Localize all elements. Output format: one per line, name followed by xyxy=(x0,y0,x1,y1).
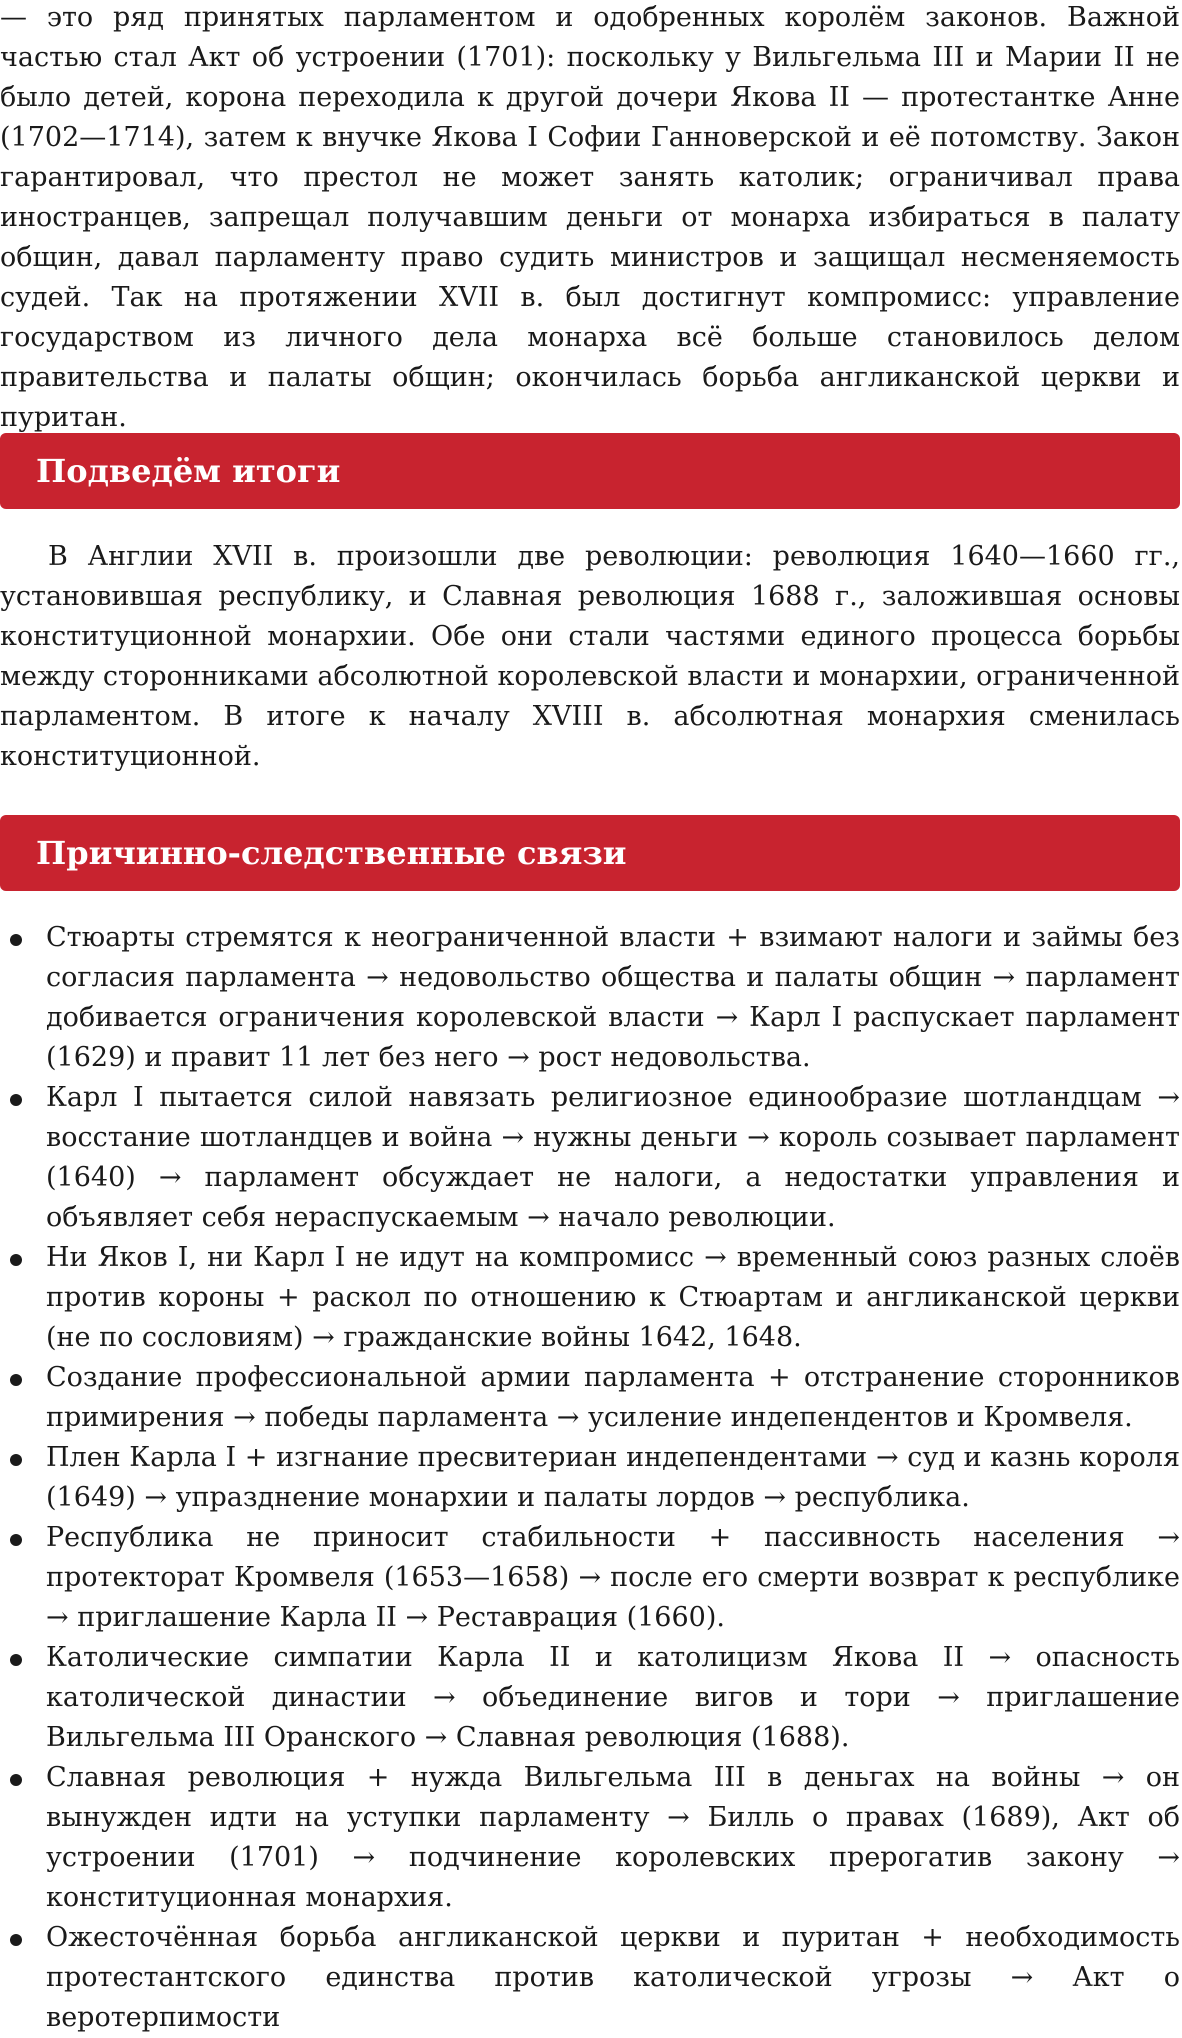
bullet-icon xyxy=(10,1454,22,1466)
list-item xyxy=(0,1518,1180,1638)
causes-list xyxy=(0,918,1180,2038)
list-item xyxy=(0,1078,1180,1238)
bullet-icon xyxy=(10,1254,22,1266)
list-item-text: Ни Яков I, ни Карл I не идут на компромисс → временный союз разных слоёв против короны + раскол по отношению к Стюартам и англиканской церкви (не по сословиям) → гражданские войны 1642, 1648. xyxy=(46,1242,1180,1353)
list-item-text: Славная революция + нужда Вильгельма III в деньгах на войны → он вынужден идти на уступки парламенту → Билль о правах (1689), Акт об устроении (1701) → подчинение королевских прерогатив закону → конституционная монархия. xyxy=(46,1762,1180,1913)
list-item-text: Плен Карла I + изгнание пресвитериан индепендентами → суд и казнь короля (1649) → упразднение монархии и палаты лордов → республика. xyxy=(46,1442,1180,1513)
list-item xyxy=(0,1438,1180,1518)
list-item xyxy=(0,1758,1180,1918)
summary-paragraph: В Англии XVII в. произошли две революции: революция 1640—1660 гг., установившая республику, и Славная революция 1688 г., заложившая основы конституционной монархии. Обе они стали частями единого процесса борьбы между сторонниками абсолютной королевской власти и монархии, ограниченной парламентом. В итоге к началу XVIII в. абсолютная монархия сменилась конституционной. xyxy=(0,541,1180,772)
causes-section-title: Причинно-следственные связи xyxy=(36,834,627,872)
list-item xyxy=(0,1638,1180,1758)
list-item-text: Стюарты стремятся к неограниченной власти + взимают налоги и займы без согласия парламента → недовольство общества и палаты общин → парламент добивается ограничения королевской власти → Карл I распускает парламент (1629) и правит 11 лет без него → рост недовольства. xyxy=(46,922,1180,1073)
bullet-icon xyxy=(10,1654,22,1666)
list-item xyxy=(0,1358,1180,1438)
list-item-text: Республика не приносит стабильности + пассивность населения → протекторат Кромвеля (1653—1658) → после его смерти возврат к республике → приглашение Карла II → Реставрация (1660). xyxy=(46,1522,1180,1633)
list-item-text: Создание профессиональной армии парламента + отстранение сторонников примирения → победы парламента → усиление индепендентов и Кромвеля. xyxy=(46,1362,1180,1433)
bullet-icon xyxy=(10,1374,22,1386)
intro-paragraph: — это ряд принятых парламентом и одобренных королём законов. Важной частью стал Акт об устроении (1701): поскольку у Вильгельма III и Марии II не было детей, корона переходила к другой дочери Якова II — протестантке Анне (1702—1714), затем к внучке Якова I Софии Ганноверской и её потомству. Закон гарантировал, что престол не может занять католик; ограничивал права иностранцев, запрещал получавшим деньги от монарха избираться в палату общин, давал парламенту право судить министров и защищал несменяемость судей. Так на протяжении XVII в. был достигнут компромисс: управление государством из личного дела монарха всё больше становилось делом правительства и палаты общин; окончилась борьба англиканской церкви и пуритан. xyxy=(0,2,1180,433)
list-item xyxy=(0,1238,1180,1358)
summary-section-title: Подведём итоги xyxy=(36,452,341,490)
list-item-text: Ожесточённая борьба англиканской церкви и пуритан + необходимость протестантского единства против католической угрозы → Акт о веротерпимости xyxy=(46,1922,1180,2033)
list-item xyxy=(0,1918,1180,2038)
summary-section-header xyxy=(0,433,1180,509)
list-item xyxy=(0,918,1180,1078)
list-item-text: Карл I пытается силой навязать религиозное единообразие шотландцам → восстание шотландцев и война → нужны деньги → король созывает парламент (1640) → парламент обсуждает не налоги, а недостатки управления и объявляет себя нераспускаемым → начало революции. xyxy=(46,1082,1180,1233)
causes-section-header xyxy=(0,815,1180,891)
bullet-icon xyxy=(10,1094,22,1106)
bullet-icon xyxy=(10,1534,22,1546)
bullet-icon xyxy=(10,1774,22,1786)
bullet-icon xyxy=(10,934,22,946)
list-item-text: Католические симпатии Карла II и католицизм Якова II → опасность католической династии → объединение вигов и тори → приглашение Вильгельма III Оранского → Славная революция (1688). xyxy=(46,1642,1180,1753)
bullet-icon xyxy=(10,1934,22,1946)
